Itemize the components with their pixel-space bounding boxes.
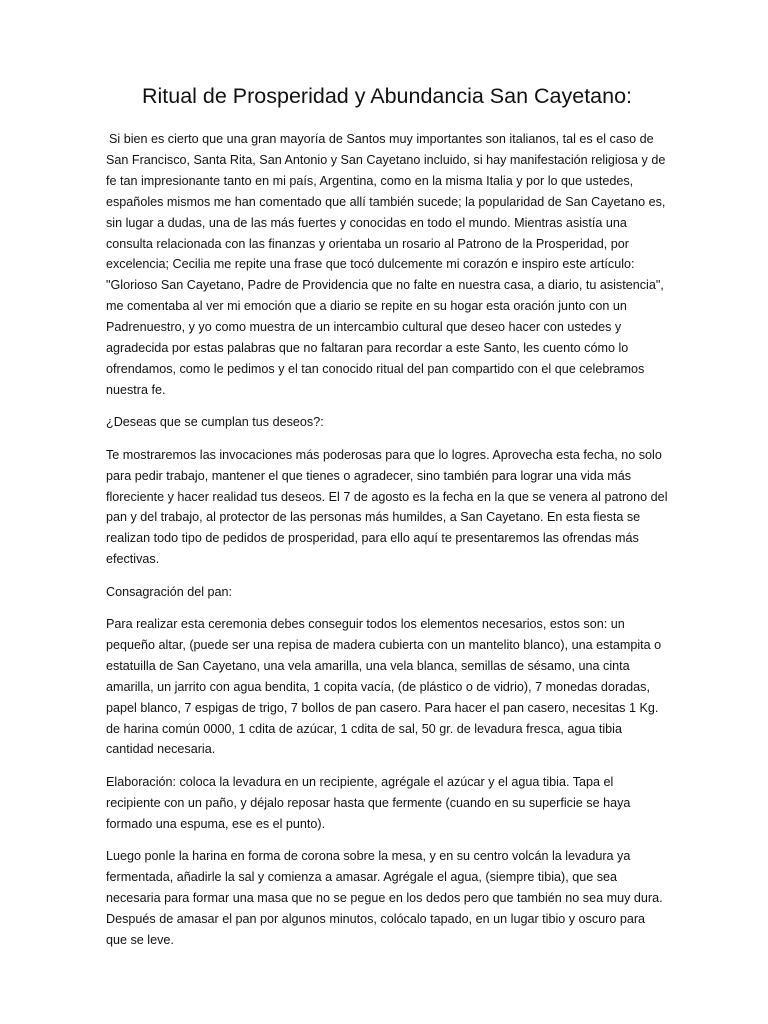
document-title: Ritual de Prosperidad y Abundancia San Cayetano: xyxy=(141,84,633,108)
paragraph-deseos-heading: ¿Deseas que se cumplan tus deseos?: xyxy=(106,415,324,430)
paragraph-consagracion-heading: Consagración del pan: xyxy=(106,584,233,599)
paragraph-invocaciones: Te mostraremos las invocaciones más poderosas para que lo logres. Aprovecha esta fecha, no solo para pedir trabajo, mantener el que tienes o agradecer, sino también para lograr una vida más floreciente y hacer realidad tus deseos. El 7 de agosto es la fecha en la que se venera al patrono del pan y del trabajo, al protector de las personas más humildes, a San Cayetano. En esta fiesta se realizan todo tipo de pedidos de prosperidad, para ello aquí te presentaremos las ofrendas más efectivas. xyxy=(106,447,668,567)
paragraph-elementos: Para realizar esta ceremonia debes conseguir todos los elementos necesarios, estos son: un pequeño altar, (puede ser una repisa de madera cubierta con un mantelito blanco), una estampita o estatuilla de San Cayetano, una vela amarilla, una vela blanca, semillas de sésamo, una cinta amarilla, un jarrito con agua bendita, 1 copita vacía, (de plástico o de vidrio), 7 monedas doradas, papel blanco, 7 espigas de trigo, 7 bollos de pan casero. Para hacer el pan casero, necesitas 1 Kg. de harina común 0000, 1 cdita de azúcar, 1 cdita de sal, 50 gr. de levadura fresca, agua tibia cantidad necesaria. xyxy=(106,617,662,757)
paragraph-elaboracion: Elaboración: coloca la levadura en un recipiente, agrégale el azúcar y el agua tibia. Tapa el recipiente con un paño, y déjalo reposar hasta que fermente (cuando en su superficie se haya formado una espuma, ese es el punto). xyxy=(106,774,631,831)
paragraph-intro: Si bien es cierto que una gran mayoría de Santos muy importantes son italianos, tal es el caso de San Francisco, Santa Rita, San Antonio y San Cayetano incluido, si hay manifestación religiosa y de fe tan impresionante tanto en mi país, Argentina, como en la misma Italia y por lo que ustedes, españoles mismos me han comentado que allí también sucede; la popularidad de San Cayetano es, sin lugar a dudas, una de las más fuertes y conocidas en todo el mundo. Mientras asistía una consulta relacionada con las finanzas y orientaba un rosario al Patrono de la Prosperidad, por excelencia; Cecilia me repite una frase que tocó dulcemente mi corazón e inspiro este artículo: "Glorioso San Cayetano, Padre de Providencia que no falte en nuestra casa, a diario, tu asistencia", me comentaba al ver mi emoción que a diario se repite en su hogar esta oración junto con un Padrenuestro, y yo como muestra de un intercambio cultural que deseo hacer con ustedes y agradecida por estas palabras que no faltaran para recordar a este Santo, les cuento cómo lo ofrendamos, como le pedimos y el tan conocido ritual del pan compartido con el que celebramos nuestra fe. xyxy=(106,132,666,397)
paragraph-amasado: Luego ponle la harina en forma de corona sobre la mesa, y en su centro volcán la levadura ya fermentada, añadirle la sal y comienza a amasar. Agrégale el agua, (siempre tibia), que sea necesaria para formar una masa que no se pegue en los dedos pero que también no sea muy dura. Después de amasar el pan por algunos minutos, colócalo tapado, en un lugar tibio y oscuro para que se leve. xyxy=(106,849,663,947)
